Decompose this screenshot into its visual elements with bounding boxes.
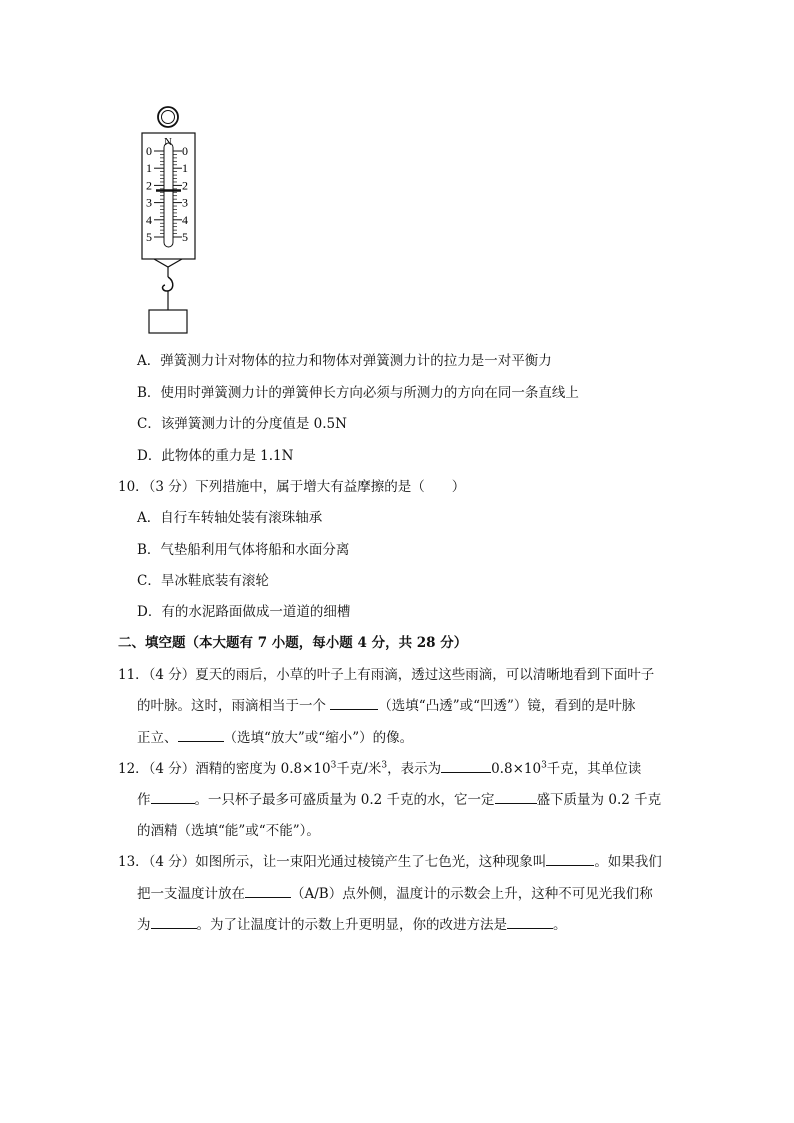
scale-label-right: 4 xyxy=(182,212,188,227)
scale-ticks xyxy=(146,144,188,244)
q9-option-a: A．弹簧测力计对物体的拉力和物体对弹簧测力计的拉力是一对平衡力 xyxy=(137,353,552,369)
q10-option-b: B．气垫船利用气体将船和水面分离 xyxy=(137,542,350,558)
q10-option-a: A．自行车转轴处装有滚珠轴承 xyxy=(137,510,323,526)
hanging-object xyxy=(149,310,187,333)
spring-scale-figure xyxy=(140,105,210,337)
scale-tube xyxy=(164,143,173,247)
q9-option-b: B．使用时弹簧测力计的弹簧伸长方向必须与所测力的方向在同一条直线上 xyxy=(137,385,579,401)
scale-label-left: 0 xyxy=(146,144,152,158)
q10-option-d: D．有的水泥路面做成一道道的细槽 xyxy=(137,604,351,620)
scale-label-right: 3 xyxy=(182,195,188,210)
answer-blank[interactable] xyxy=(178,729,224,742)
scale-label-right: 1 xyxy=(182,161,188,176)
scale-label-left: 1 xyxy=(146,161,152,176)
q10-stem: 10．（3 分）下列措施中，属于增大有益摩擦的是（ ） xyxy=(118,479,466,495)
q13-line-1: 13．（4 分）如图所示，让一束阳光通过棱镜产生了七色光，这种现象叫 。如果我们 xyxy=(118,854,662,870)
hook xyxy=(163,277,173,291)
answer-blank[interactable] xyxy=(546,853,594,866)
scale-label-left: 5 xyxy=(146,230,152,244)
section-2-title: 二、填空题（本大题有 7 小题，每小题 4 分，共 28 分） xyxy=(118,635,468,651)
q12-line-2: 作 。一只杯子最多可盛质量为 0.2 千克的水，它一定 盛下质量为 0.2 千克 xyxy=(137,792,662,808)
q11-line-3: 正立、 （选填“放大”或“缩小”）的像。 xyxy=(137,730,414,746)
answer-blank[interactable] xyxy=(495,791,537,804)
scale-label-right: 2 xyxy=(182,178,188,193)
q12-line-1: 12．（4 分）酒精的密度为 $0.8\times 10^3$千克/米$^3$，表示为 $0.8\times 10^3$千克，其单位读 xyxy=(118,760,642,777)
q11-line-1: 11．（4 分）夏天的雨后，小草的叶子上有雨滴，透过这些雨滴，可以清晰地看到下面叶子 xyxy=(118,667,655,683)
q12-line-3: 的酒精（选填“能”或“不能”）。 xyxy=(137,823,320,839)
q9-option-d: D．此物体的重力是 1.1N xyxy=(137,448,294,464)
answer-blank[interactable] xyxy=(151,916,197,929)
q13-line-2: 把一支温度计放在 （A/B）点外侧，温度计的示数会上升，这种不可见光我们称 xyxy=(137,886,653,902)
answer-blank[interactable] xyxy=(507,916,553,929)
bottom-stem xyxy=(154,259,182,267)
q10-option-c: C．旱冰鞋底装有滚轮 xyxy=(137,573,269,589)
scale-label-right: 5 xyxy=(182,230,188,244)
unit-label: N xyxy=(164,136,172,148)
answer-blank[interactable] xyxy=(441,760,491,773)
scale-label-left: 4 xyxy=(146,212,152,227)
answer-blank[interactable] xyxy=(330,697,378,710)
answer-blank[interactable] xyxy=(245,885,291,898)
q9-option-c: C．该弹簧测力计的分度值是 0.5N xyxy=(137,416,347,432)
q11-line-2: 的叶脉。这时，雨滴相当于一个 （选填“凸透”或“凹透”）镜，看到的是叶脉 xyxy=(137,698,636,714)
scale-label-left: 3 xyxy=(146,195,152,210)
scale-label-left: 2 xyxy=(146,178,152,193)
answer-blank[interactable] xyxy=(151,791,195,804)
q13-line-3: 为 。为了让温度计的示数上升更明显，你的改进方法是 。 xyxy=(137,917,567,933)
scale-label-right: 0 xyxy=(182,144,188,158)
